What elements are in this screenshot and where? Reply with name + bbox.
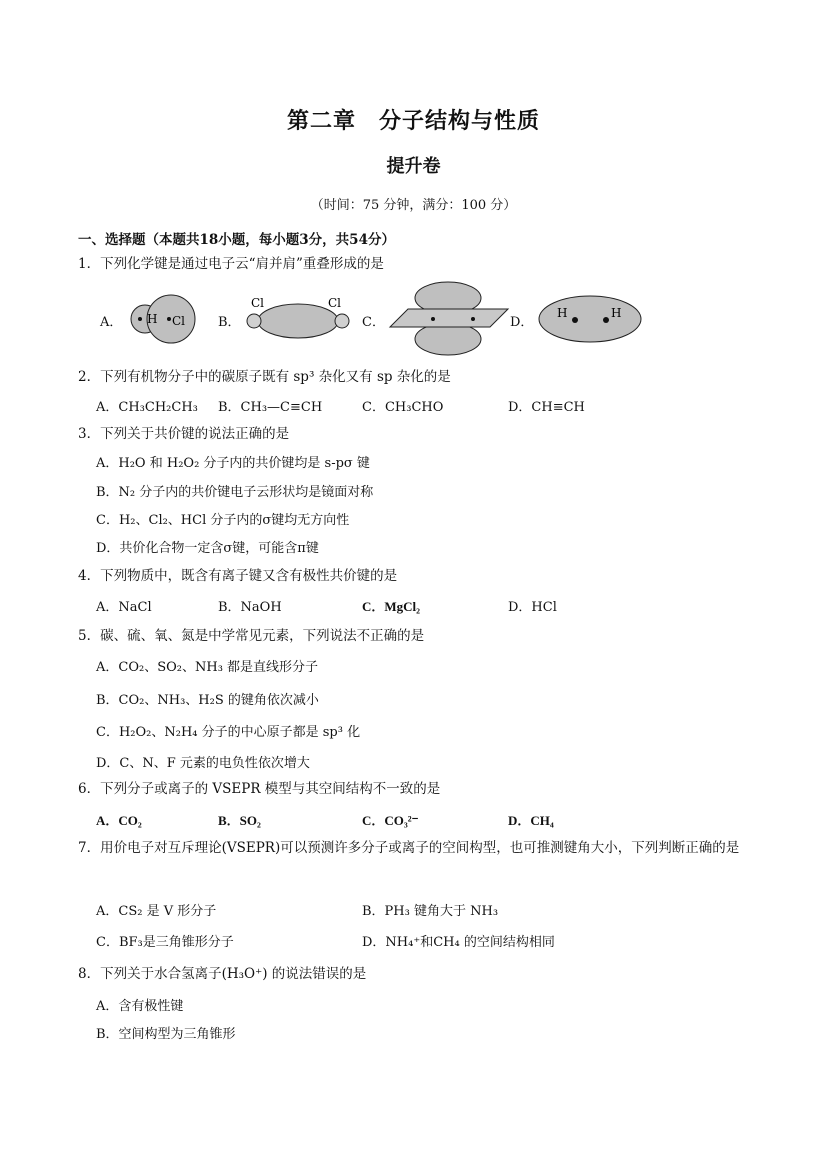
q1-d-atom-h-left: H [557,306,568,320]
q1-a-atom-h: H [147,312,158,326]
q1-option-d-label: D． [510,315,534,330]
question-3-stem: 3．下列关于共价键的说法正确的是 [78,426,290,442]
q3-option-c: C．H₂、Cl₂、HCl 分子内的σ键均无方向性 [96,513,350,528]
q7-option-c: C．BF₃是三角锥形分子 [96,935,234,950]
q3-option-b: B．N₂ 分子内的共价键电子云形状均是镜面对称 [96,485,374,500]
q7-option-a: A．CS₂ 是 V 形分子 [96,904,217,919]
q1-a-atom-cl: Cl [172,314,186,328]
page-title: 第二章 分子结构与性质 [286,108,540,134]
q6-option-b: B．SO₂ [218,813,261,828]
q5-option-d: D．C、N、F 元素的电负性依次增大 [96,756,310,771]
q7-option-b: B．PH₃ 键角大于 NH₃ [362,904,499,919]
question-1-stem: 1．下列化学键是通过电子云“肩并肩”重叠形成的是 [78,256,384,272]
q7-option-d: D．NH₄⁺和CH₄ 的空间结构相同 [362,935,555,950]
q4-option-a: A．NaCl [96,600,152,615]
exam-meta: （时间：75 分钟，满分：100 分） [310,198,517,213]
q2-option-c: C．CH₃CHO [362,400,444,415]
q6-option-a: A．CO₂ [96,813,142,828]
q6-option-c: C．CO₃²⁻ [362,813,419,828]
question-6-stem: 6．下列分子或离子的 VSEPR 模型与其空间结构不一致的是 [78,781,441,797]
q2-option-d: D．CH≡CH [508,400,585,415]
q4-option-d: D．HCl [508,600,557,615]
q5-option-c: C．H₂O₂、N₂H₄ 分子的中心原子都是 sp³ 化 [96,725,361,740]
question-2-stem: 2．下列有机物分子中的碳原子既有 sp³ 杂化又有 sp 杂化的是 [78,369,451,385]
q8-option-a: A．含有极性键 [96,999,184,1014]
q1-option-d-diagram [537,295,645,343]
q4-option-c: C．MgCl₂ [362,599,421,614]
question-4-stem: 4．下列物质中，既含有离子键又含有极性共价键的是 [78,568,398,584]
q4-option-b: B．NaOH [218,600,282,615]
q1-option-b-diagram [244,294,354,342]
q3-option-a: A．H₂O 和 H₂O₂ 分子内的共价键均是 s-pσ 键 [96,456,370,471]
q2-option-a: A．CH₃CH₂CH₃ [96,400,198,415]
q1-option-c-diagram [390,281,510,357]
q1-option-a-diagram [125,295,200,345]
q1-b-atom-cl-right: Cl [328,296,342,310]
q1-d-atom-h-right: H [611,306,622,320]
q5-option-b: B．CO₂、NH₃、H₂S 的键角依次减小 [96,693,319,708]
question-8-stem: 8．下列关于水合氢离子(H₃O⁺) 的说法错误的是 [78,966,367,982]
q6-option-d: D．CH₄ [508,813,554,828]
q2-option-b: B．CH₃—C≡CH [218,400,323,415]
page-subtitle: 提升卷 [386,156,441,177]
q1-option-c-label: C． [362,315,385,330]
section-heading: 一、选择题（本题共18小题，每小题3分，共54分） [78,232,395,248]
q1-option-a-label: A． [100,315,123,330]
q5-option-a: A．CO₂、SO₂、NH₃ 都是直线形分子 [96,660,319,675]
q8-option-b: B．空间构型为三角锥形 [96,1027,236,1042]
q1-b-atom-cl-left: Cl [251,296,265,310]
q1-option-b-label: B． [218,315,241,330]
question-7-stem: 7．用价电子对互斥理论(VSEPR)可以预测许多分子或离子的空间构型，也可推测键角大小，下列判断正确的是 [78,840,740,856]
question-5-stem: 5．碳、硫、氧、氮是中学常见元素，下列说法不正确的是 [78,628,425,644]
q3-option-d: D．共价化合物一定含σ键，可能含π键 [96,541,319,556]
